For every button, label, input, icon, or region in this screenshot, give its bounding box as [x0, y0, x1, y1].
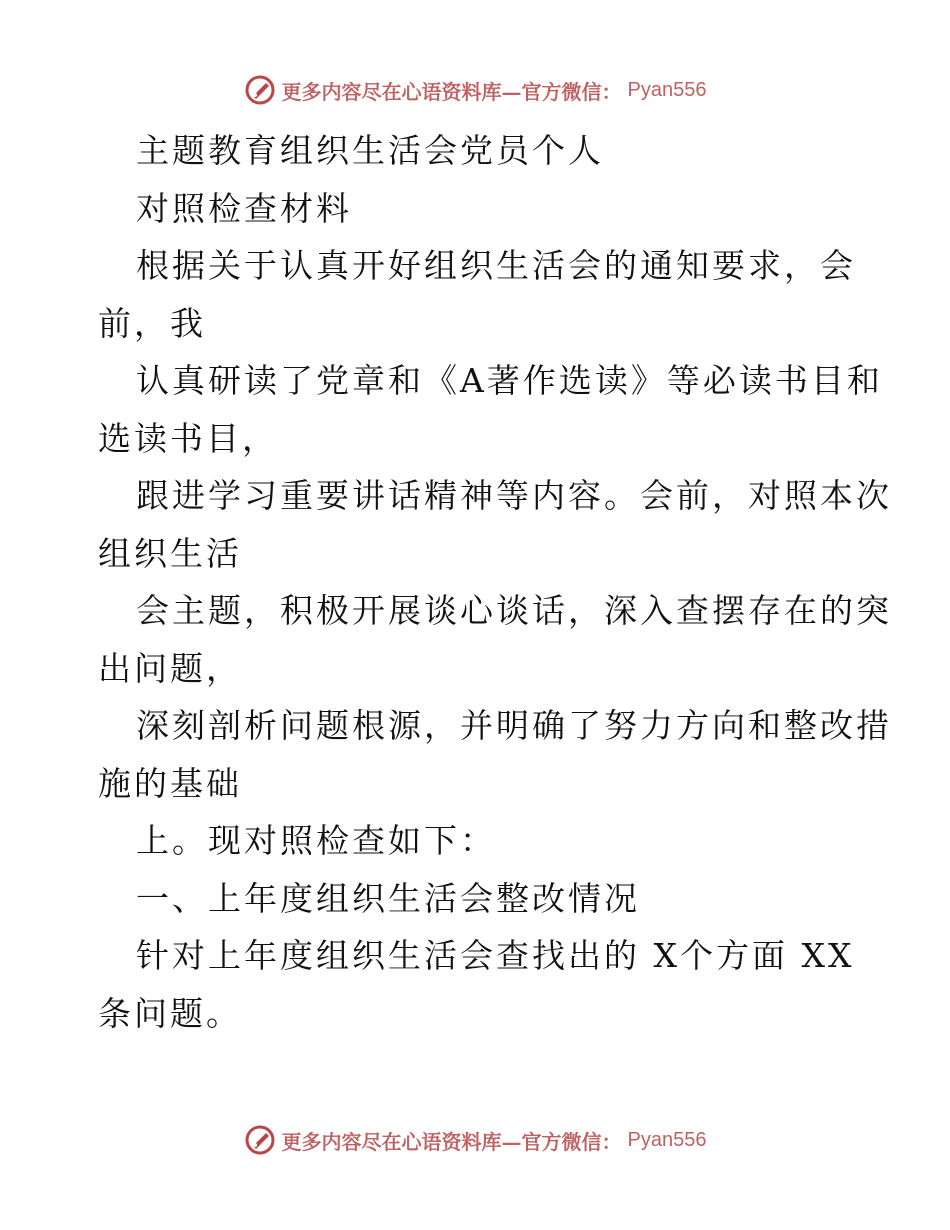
paragraph-line: 根据关于认真开好组织生活会的通知要求，会	[136, 246, 856, 285]
paragraph-line: 出问题，	[98, 648, 242, 688]
watermark-text: 更多内容尽在心语资料库—官方微信：	[281, 79, 622, 104]
paragraph-line: 针对上年度组织生活会查找出的 X个方面 XX	[136, 936, 855, 975]
section-heading: 一、上年度组织生活会整改情况	[136, 878, 640, 918]
paragraph-line: 跟进学习重要讲话精神等内容。会前，对照本次	[136, 476, 892, 515]
paragraph-line: 认真研读了党章和《A著作选读》等必读书目和	[136, 361, 883, 400]
paragraph-line: 会主题，积极开展谈心谈话，深入查摆存在的突	[136, 591, 892, 630]
watermark-id: Pyan556	[627, 1128, 707, 1151]
doc-title-line-2: 对照检查材料	[136, 188, 352, 228]
doc-title-line-1: 主题教育组织生活会党员个人	[136, 131, 604, 170]
watermark-banner-bottom	[0, 1120, 950, 1160]
paragraph-line: 施的基础	[98, 763, 242, 803]
paragraph-line: 前，我	[98, 303, 206, 343]
watermark-text: 更多内容尽在心语资料库—官方微信：	[281, 1129, 622, 1154]
pen-seal-icon	[244, 1124, 276, 1156]
watermark-banner-top	[0, 70, 950, 110]
paragraph-line: 上。现对照检查如下：	[136, 821, 496, 860]
paragraph-line: 组织生活	[98, 533, 242, 573]
paragraph-line: 深刻剖析问题根源，并明确了努力方向和整改措	[136, 706, 892, 745]
document-body	[98, 122, 892, 1042]
pen-seal-icon	[244, 74, 276, 106]
paragraph-line: 选读书目，	[98, 418, 278, 458]
watermark-id: Pyan556	[627, 78, 707, 101]
paragraph-line: 条问题。	[98, 993, 242, 1033]
